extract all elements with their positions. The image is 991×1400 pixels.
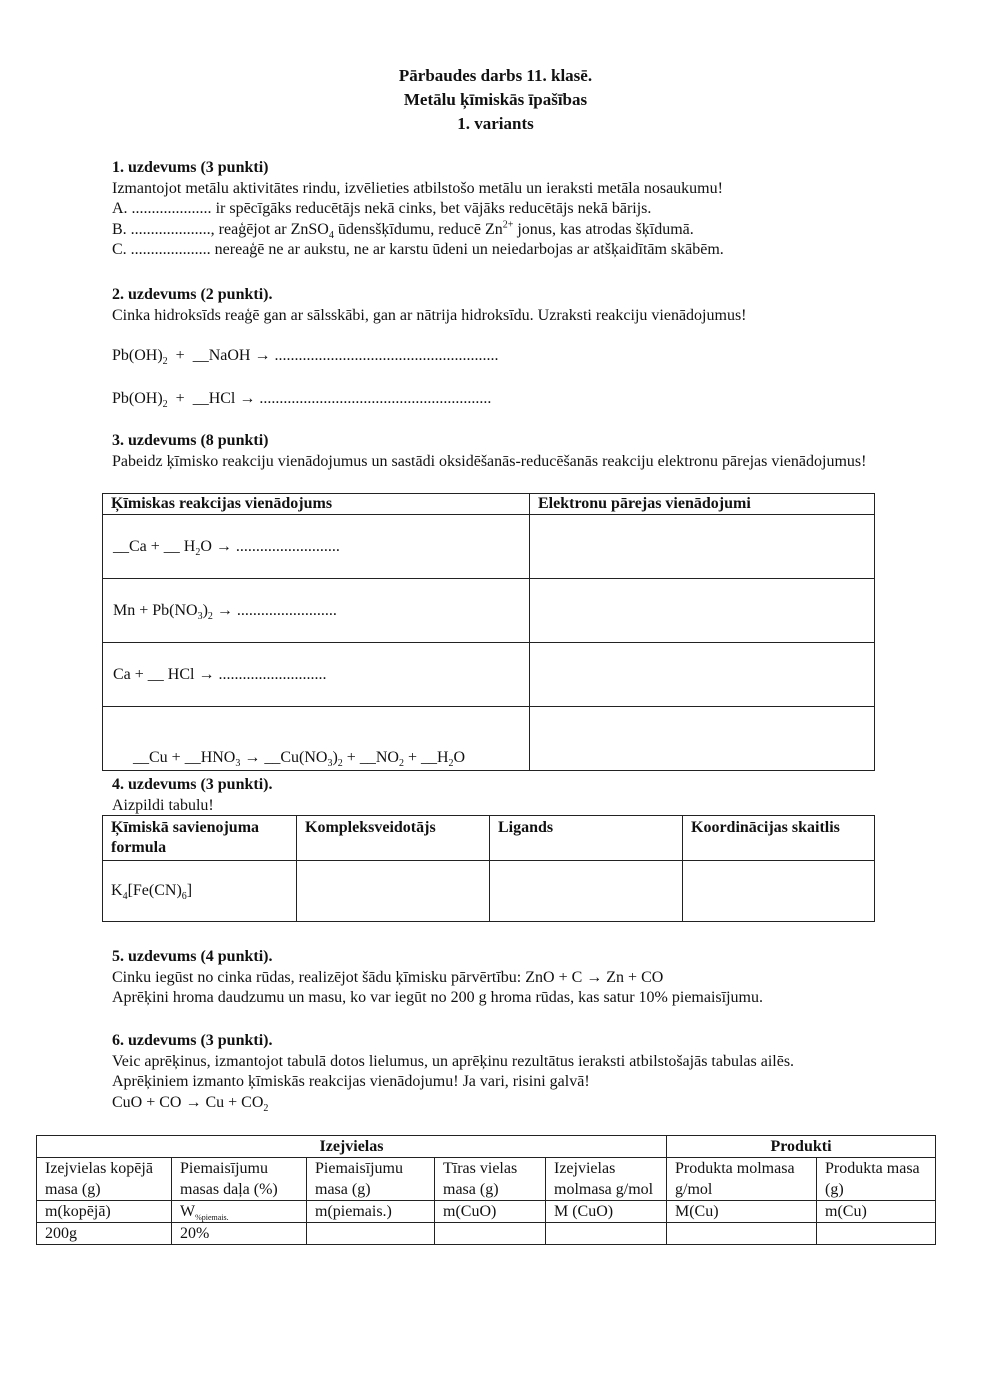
value-cell[interactable] <box>435 1223 546 1245</box>
test-topic: Metālu ķīmiskās īpašības <box>403 90 588 109</box>
value-cell[interactable] <box>817 1223 936 1245</box>
column-header: Produkta molmasa g/mol <box>667 1158 817 1201</box>
redox-table <box>102 493 875 771</box>
answer-blank-c[interactable]: C. .................... <box>112 241 211 258</box>
task-1-item-b: B. ...................., reaģējot ar ZnSO$_4$ ūdensšķīdumu, reducē $Zn^{2+}$ jonus, kas atrodas šķīdumā. <box>112 219 694 241</box>
task-2-intro: Cinka hidroksīds reaģē gan ar sālsskābi, gan ar nātrija hidroksīdu. Uzraksti reakciju vienādojumus! <box>112 306 747 324</box>
task-2 <box>112 285 747 326</box>
task-3 <box>112 431 872 472</box>
table-row <box>37 1223 936 1245</box>
electron-cell[interactable] <box>530 707 875 771</box>
task-3-intro: Pabeidz ķīmisko reakciju vienādojumus un sastādi oksidēšanās-reducēšanās reakciju elektronu pārejas vienādojumus! <box>112 452 867 470</box>
symbol-cell: m(kopējā) <box>37 1201 172 1223</box>
value-cell[interactable] <box>307 1223 435 1245</box>
electron-cell[interactable] <box>530 515 875 579</box>
column-header: Tīras vielas masa (g) <box>435 1158 546 1201</box>
task-6 <box>112 1031 852 1113</box>
task-1-intro: Izmantojot metālu aktivitātes rindu, izvēlieties atbilstošo metālu un ieraksti metāla nosaukumu! <box>112 179 723 197</box>
column-header: Piemaisījumu masas daļa (%) <box>172 1158 307 1201</box>
task-1-item-a: A. .................... ir spēcīgāks reducētājs nekā cinks, bet vājāks reducētājs nekā bārijs. <box>112 200 652 217</box>
table-row <box>103 707 875 771</box>
column-header-formula: Ķīmiskā savienojuma formula <box>103 816 297 861</box>
column-header: Produkta masa (g) <box>817 1158 936 1201</box>
group-header-reactants: Izejvielas <box>37 1136 667 1158</box>
task-2-equation-1[interactable]: $Pb(OH)_2$ + __NaOH → ........................................................ <box>112 347 499 368</box>
task-2-equation-2[interactable]: $Pb(OH)_2$ + __HCl → .......................................................... <box>112 390 492 411</box>
answer-cell[interactable] <box>297 861 490 922</box>
table-row <box>103 579 875 643</box>
value-cell: 20% <box>172 1223 307 1245</box>
column-header-reaction: Ķīmiskas reakcijas vienādojums <box>103 494 530 515</box>
task-4 <box>112 775 272 816</box>
reaction-cell[interactable]: __Cu + $\_\_HNO_3$ → $\_\_Cu(NO_3)_2$ + $\_\_NO_2$ + $\_\_H_2O$ <box>103 707 530 771</box>
value-cell: 200g <box>37 1223 172 1245</box>
table-row <box>37 1201 936 1223</box>
symbol-cell: $W_{\%piemais.}$ <box>172 1201 307 1223</box>
column-header-coordination-number: Koordinācijas skaitlis <box>683 816 875 861</box>
task-5-title: 5. uzdevums (4 punkti). <box>112 948 273 965</box>
task-1-title: 1. uzdevums (3 punkti) <box>112 159 269 176</box>
table-row <box>103 643 875 707</box>
task-5-line-2: Aprēķini hroma daudzumu un masu, ko var iegūt no 200 g hroma rūdas, kas satur 10% piemaisījumu. <box>112 989 763 1006</box>
answer-blank-b[interactable]: B. .................... <box>112 220 211 238</box>
value-cell[interactable] <box>546 1223 667 1245</box>
test-variant: 1. variants <box>457 114 534 133</box>
task-6-intro: Veic aprēķinus, izmantojot tabulā dotos lielumus, un aprēķinu rezultātus ieraksti atbilstošajās tabulas ailēs. Aprēķiniem izmanto ķīmiskās reakcijas vienādojumu! Ja vari, risini galvā! <box>112 1052 795 1090</box>
column-header-electron: Elektronu pārejas vienādojumi <box>530 494 875 515</box>
symbol-cell: m(CuO) <box>435 1201 546 1223</box>
column-header-complexing-agent: Kompleksveidotājs <box>297 816 490 861</box>
task-6-title: 6. uzdevums (3 punkti). <box>112 1032 273 1049</box>
answer-cell[interactable] <box>490 861 683 922</box>
formula-cell: $K_4[Fe(CN)_6]$ <box>103 861 297 922</box>
group-header-products: Produkti <box>667 1136 936 1158</box>
test-title: Pārbaudes darbs 11. klasē. <box>398 66 593 85</box>
complex-table <box>102 815 875 922</box>
task-4-title: 4. uzdevums (3 punkti). <box>112 776 273 793</box>
task-4-intro: Aizpildi tabulu! <box>112 796 214 814</box>
reaction-cell[interactable]: $Mn + Pb(NO_3)_2$ → ......................... <box>103 579 530 643</box>
electron-cell[interactable] <box>530 643 875 707</box>
symbol-cell: M (CuO) <box>546 1201 667 1223</box>
column-header: Izejvielas kopējā masa (g) <box>37 1158 172 1201</box>
reaction-cell[interactable]: __Ca + __ $H_2O$ → .......................... <box>103 515 530 579</box>
electron-cell[interactable] <box>530 579 875 643</box>
task-2-title: 2. uzdevums (2 punkti). <box>112 286 273 303</box>
column-header-ligand: Ligands <box>490 816 683 861</box>
task-1 <box>112 158 724 261</box>
table-row <box>103 861 875 922</box>
column-header: Piemaisījumu masa (g) <box>307 1158 435 1201</box>
symbol-cell: M(Cu) <box>667 1201 817 1223</box>
answer-cell[interactable] <box>683 861 875 922</box>
task-5 <box>112 947 763 1009</box>
table-row <box>103 515 875 579</box>
task-5-line-1: Cinku iegūst no cinka rūdas, realizējot šādu ķīmisku pārvērtību: ZnO + C → Zn + CO <box>112 968 664 986</box>
symbol-cell: m(piemais.) <box>307 1201 435 1223</box>
answer-blank-a[interactable]: A. .................... <box>112 200 212 217</box>
reaction-cell[interactable]: Ca + __ HCl → ........................... <box>103 643 530 707</box>
task-6-equation: CuO + CO → $Cu + CO_2$ <box>112 1093 269 1114</box>
column-header: Izejvielas molmasa g/mol <box>546 1158 667 1201</box>
task-1-item-c: C. .................... nereaģē ne ar aukstu, ne ar karstu ūdeni un neiedarbojas ar atšķaidītām skābēm. <box>112 241 724 258</box>
page-header <box>0 64 991 136</box>
task-3-title: 3. uzdevums (8 punkti) <box>112 432 269 449</box>
calculation-table <box>36 1135 936 1245</box>
symbol-cell: m(Cu) <box>817 1201 936 1223</box>
value-cell[interactable] <box>667 1223 817 1245</box>
